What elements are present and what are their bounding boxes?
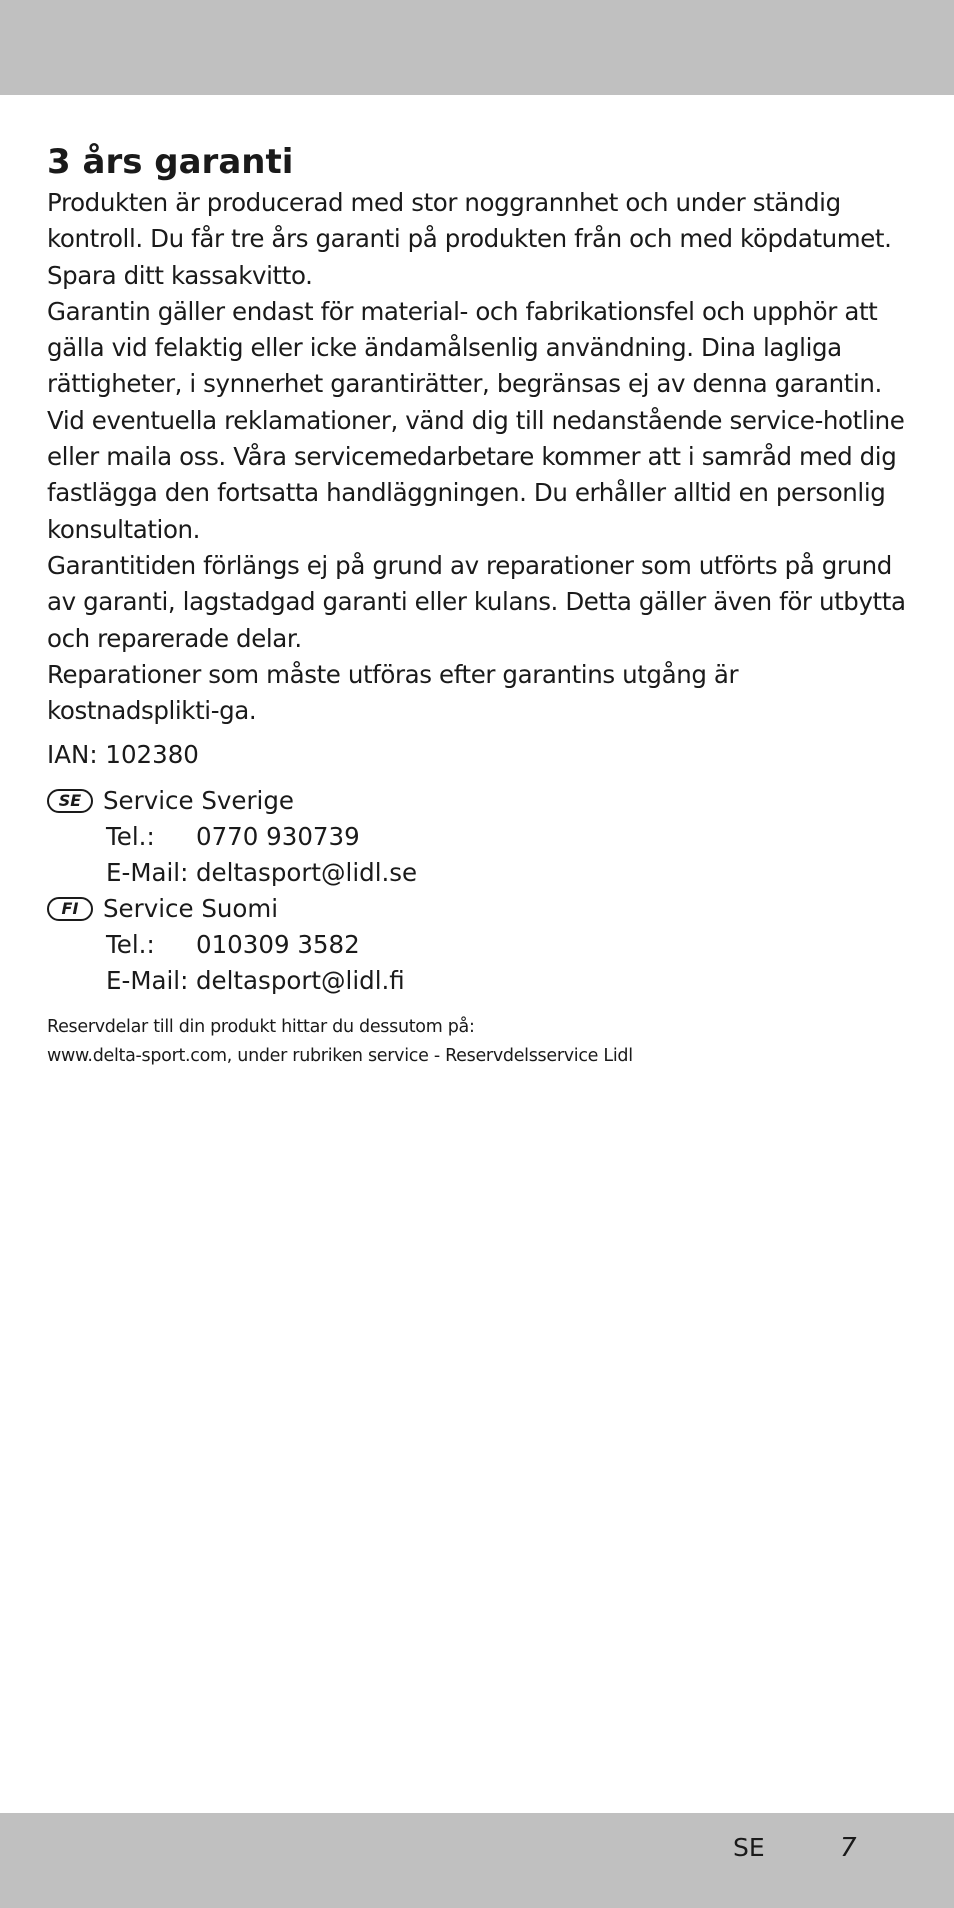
page-number: 7: [840, 1833, 857, 1863]
email-value: deltasport@lidl.se: [196, 858, 418, 888]
service-sweden-header: [47, 783, 907, 819]
warranty-text: [47, 185, 907, 729]
service-sweden-tel: [47, 819, 907, 855]
email-label: E-Mail:: [106, 858, 189, 888]
service-finland-header: [47, 891, 907, 927]
tel-label: Tel.:: [106, 822, 155, 852]
paragraph: Vid eventuella reklamationer, vänd dig till nedanstående service-hotline eller maila oss. Våra servicemedarbetare kommer att i samråd med dig fastlägga den fortsatta handläggningen. Du erhåller alltid en personlig konsultation.: [47, 405, 905, 544]
paragraph: Garantitiden förlängs ej på grund av reparationer som utförts på grund av garanti, lagstadgad garanti eller kulans. Detta gäller även för utbytta och reparerade delar.: [47, 550, 906, 653]
tel-value: 010309 3582: [196, 930, 360, 960]
ian-number: IAN: 102380: [47, 740, 199, 770]
finland-badge-icon: FI: [47, 897, 93, 921]
tel-value: 0770 930739: [196, 822, 360, 852]
paragraph: Garantin gäller endast för material- och fabrikationsfel och upphör att gälla vid felaktig eller icke ändamålsenlig användning. Dina lagliga rättigheter, i synnerhet garantirätter, begränsas ej av denna garantin.: [47, 296, 882, 399]
warranty-section: [47, 139, 907, 1071]
email-value: deltasport@lidl.fi: [196, 966, 405, 996]
service-name: Service Sverige: [103, 786, 294, 816]
email-label: E-Mail:: [106, 966, 189, 996]
header-band: [0, 0, 954, 95]
footer-language: SE: [733, 1833, 765, 1862]
service-finland-email: [47, 963, 907, 999]
spare-parts-line: www.delta-sport.com, under rubriken service - Reservdelsservice Lidl: [47, 1046, 633, 1067]
service-finland-tel: [47, 927, 907, 963]
tel-label: Tel.:: [106, 930, 155, 960]
service-sweden-email: [47, 855, 907, 891]
footer-band: [0, 1813, 954, 1908]
spare-parts-note: [47, 1013, 907, 1071]
sweden-badge-icon: SE: [47, 789, 93, 813]
service-contacts: [47, 783, 907, 999]
spare-parts-line: Reservdelar till din produkt hittar du dessutom på:: [47, 1017, 475, 1038]
paragraph: Produkten är producerad med stor noggrannhet och under ständig kontroll. Du får tre års garanti på produkten från och med köpdatumet. Spara ditt kassakvitto.: [47, 188, 892, 290]
service-name: Service Suomi: [103, 894, 279, 924]
paragraph: Reparationer som måste utföras efter garantins utgång är kostnadsplikti-ga.: [47, 659, 739, 726]
page-title: 3 års garanti: [47, 142, 294, 182]
